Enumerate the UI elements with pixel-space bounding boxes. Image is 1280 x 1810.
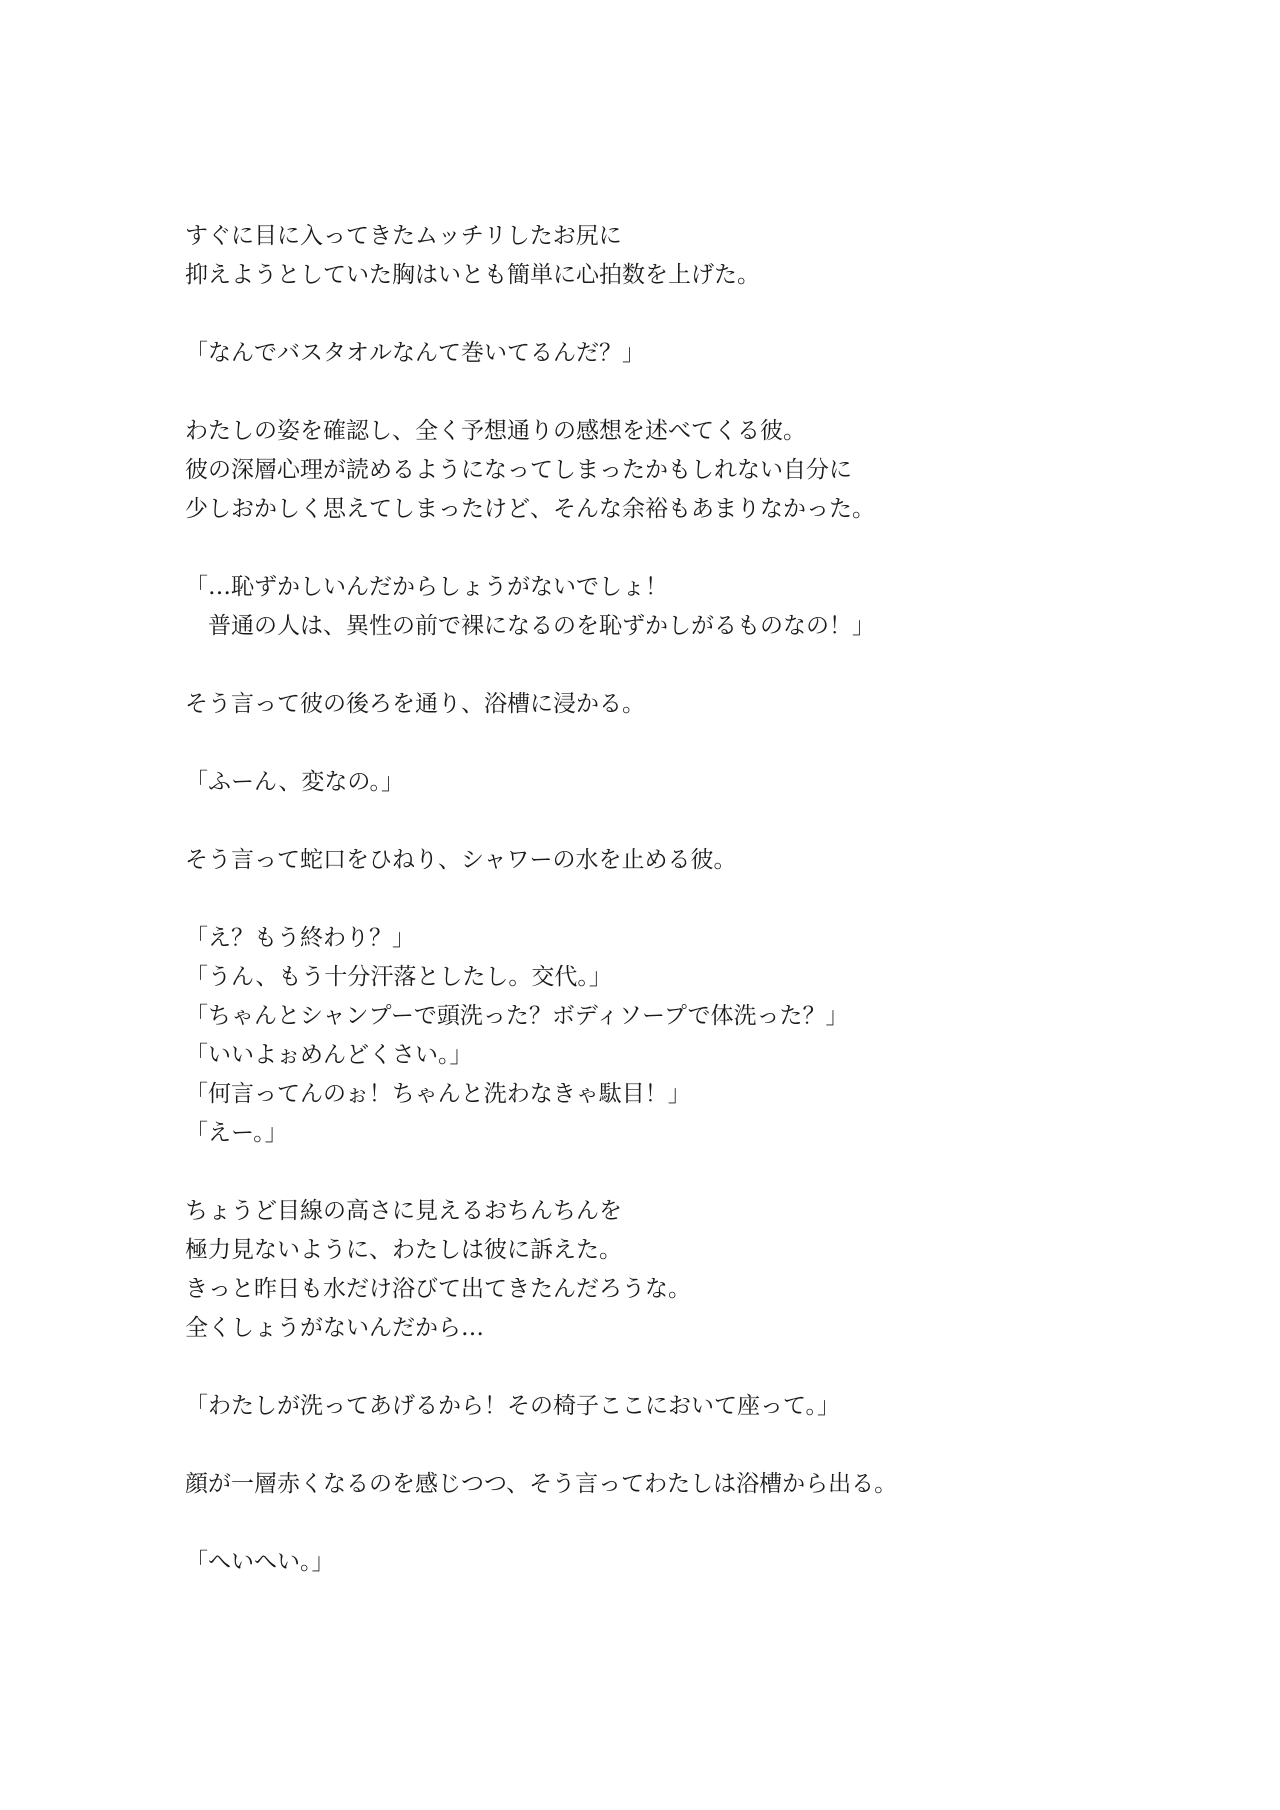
text-line: 「いいよぉめんどくさい。」 [185, 1042, 473, 1068]
blank-line [185, 373, 1185, 412]
text-line: わたしの姿を確認し、全く予想通りの感想を述べてくる彼。 [185, 418, 806, 444]
story-text [185, 217, 1185, 1582]
blank-line [185, 1348, 1185, 1387]
text-line: そう言って蛇口をひねり、シャワーの水を止める彼。 [185, 847, 737, 873]
blank-line [185, 1504, 1185, 1543]
blank-line [185, 295, 1185, 334]
text-line: 「うん、もう十分汗落としたし。交代。」 [185, 964, 612, 990]
text-line: 彼の深層心理が読めるようになってしまったかもしれない自分に [185, 457, 852, 483]
text-line: そう言って彼の後ろを通り、浴槽に浸かる。 [185, 691, 645, 717]
blank-line [185, 646, 1185, 685]
text-line: 「え？もう終わり？」 [185, 925, 415, 951]
text-line: 顔が一層赤くなるのを感じつつ、そう言ってわたしは浴槽から出る。 [185, 1471, 898, 1497]
text-line: きっと昨日も水だけ浴びて出てきたんだろうな。 [185, 1276, 691, 1302]
text-line: 少しおかしく思えてしまったけど、そんな余裕もあまりなかった。 [185, 496, 875, 522]
text-line: 普通の人は、異性の前で裸になるのを恥ずかしがるものなの！」 [208, 613, 875, 639]
text-line: 「何言ってんのぉ！ちゃんと洗わなきゃ駄目！」 [185, 1081, 691, 1107]
text-line: 「なんでバスタオルなんて巻いてるんだ？」 [185, 340, 645, 366]
text-line: 「…恥ずかしいんだからしょうがないでしょ！ [185, 574, 668, 600]
text-line: ちょうど目線の高さに見えるおちんちんを [185, 1198, 622, 1224]
text-line: 全くしょうがないんだから… [185, 1315, 484, 1341]
text-line: すぐに目に入ってきたムッチリしたお尻に [185, 223, 622, 249]
blank-line [185, 880, 1185, 919]
blank-line [185, 724, 1185, 763]
text-line: 極力見ないように、わたしは彼に訴えた。 [185, 1237, 622, 1263]
text-line: 「ちゃんとシャンプーで頭洗った？ボディソープで体洗った？」 [185, 1003, 849, 1029]
text-line: 「えー。」 [185, 1120, 288, 1146]
blank-line [185, 1426, 1185, 1465]
text-line: 「わたしが洗ってあげるから！その椅子ここにおいて座って。」 [185, 1393, 841, 1419]
text-line: 「ふーん、変なの。」 [185, 769, 404, 795]
blank-line [185, 529, 1185, 568]
text-line: 「へいへい。」 [185, 1549, 335, 1575]
text-line: 抑えようとしていた胸はいとも簡単に心拍数を上げた。 [185, 262, 760, 288]
blank-line [185, 1153, 1185, 1192]
blank-line [185, 802, 1185, 841]
